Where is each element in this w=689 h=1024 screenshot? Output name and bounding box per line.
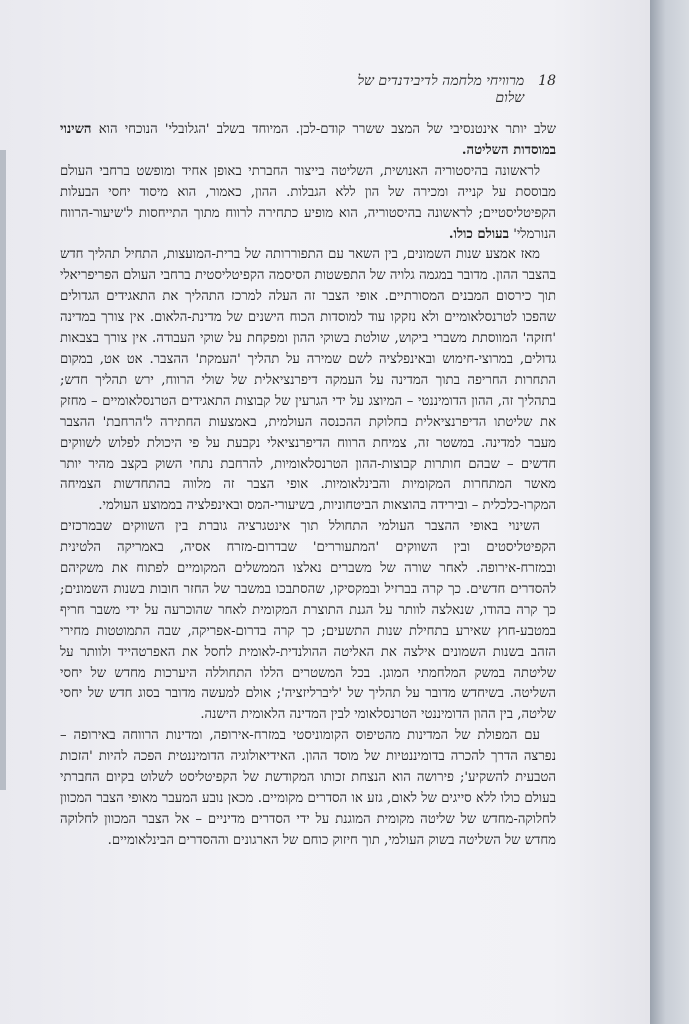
paragraph-text: השינוי באופי ההצבר העולמי התחולל תוך אינטגרציה גוברת בין השווקים שבמרכזים הקפיטליסטים ובין השווקים 'המתעוררים' שבדרום-מזרח אסיה, באמריקה הלטינית ובמזרח-אירופה. לאחר שורה של משברים נאלצו הממשלים המקומיים לפתוח את משקיהם להסדרים חדשים. כך קרה בברזיל ובמקסיקו, שהסתבכו במשבר של החזר חובות בשנות השמונים; כך קרה בהודו, שנאלצה לוותר על הגנת התוצרת המקומית לאחר שהוכרעה על ידי משבר חריף במטבע-חוץ שאירע בתחילת שנות התשעים; כך קרה בדרום-אפריקה, שבה התמוטטות מחירי הזהב בשנות השמונים אילצה את האליטה ההולנדית-לאומית לחסל את האפרטהייד ולוותר על שליטתה במשק המלחמתי המוגן. בכל המשטרים הללו התחוללה היערכות מחדש של יחסי השליטה. בשיחדש מדובר על תהליך של 'ליברליזציה'; אולם למעשה מדובר בסוג חדש של יחסי שליטה, בין ההון הדומיננטי הטרנסלאומי לבין המדינה הלאומית הישנה. [60, 519, 556, 723]
paragraph [60, 517, 556, 726]
paragraph-text: שלב יותר אינטנסיבי של המצב ששרר קודם-לכן. המיוחד בשלב 'הגלובלי' הנוכחי הוא [98, 122, 556, 137]
paragraph [60, 120, 556, 162]
body-text [60, 120, 556, 852]
running-header [330, 73, 556, 106]
paragraph-bold-text: השינוי במוסדות השליטה. [60, 122, 556, 158]
paragraph [60, 245, 556, 517]
running-title: מרוויחי מלחמה לדיבידנדים של שלום [357, 73, 525, 106]
paragraph-text: לראשונה בהיסטוריה האנושית, השליטה בייצור החברתי באופן אחיד ומופשט ברחבי העולם מבוססת על קנייה ומכירה של הון ללא הגבלות. ההון, כאמור, הוא מיסוד יחסי הבעלות הקפיטליסטיים; לראשונה בהיסטוריה, הוא מופיע כתחירה לרווח מתוך התייחסות ל'שיעור-הרווח הנורמלי' [60, 163, 556, 242]
paragraph-text: עם המפולת של המדינות מהטיפוס הקומוניסטי במזרח-אירופה, ומדינות הרווחה באירופה – נפרצה הדרך להכרה בדומיננטיות של מוסד ההון. האידיאולוגיה הדומיננטית הפכה להיות 'הזכות הטבעית להשקיע'; פירושה הוא הנצחת זכותו המקודשת של הקפיטליסט לשלוט בקיום החברתי בעולם כולו ללא סייגים של לאום, גזע או הסדרים מקומיים. מכאן נובע המעבר מאופי הצבר המכוון לחלוקה-מחדש של שליטה מקומית המוגנת על ידי הסדרים מדיניים – אל הצבר המכוון לחלוקה מחדש של השליטה בשוק העולמי, תוך חיזוק כוחם של הארגונים וההסדרים הבינלאומיים. [60, 728, 556, 848]
page-edge-shadow [650, 0, 689, 1024]
page-number: 18 [538, 73, 556, 89]
paragraph [60, 162, 556, 246]
paragraph-bold-text: בעולם כולו. [448, 226, 509, 242]
paragraph [60, 726, 556, 851]
page-spine-edge [0, 150, 6, 790]
paragraph-text: מאז אמצע שנות השמונים, בין השאר עם התפוררותה של ברית-המועצות, התחיל תהליך חדש בהצבר ההון. מדובר במגמה גלויה של התפשטות הסיסמה הקפיטליסטית ברחבי העולם הפריפריאלי תוך כירסום המבנים המסורתיים. אופי הצבר זה העלה למרכז התהליך את התאגידים הגדולים שהפכו לטרנסלאומיים ולא נזקקו עוד למוסדות הכוח הישנים של מדינת-הלאום. אין צורך במדינה 'חזקה' המווסתת משברי ביקוש, שולטת בשוקי ההון ומפקחת על שוקי העבודה. אין צורך בצבאות גדולים, במרוצי-חימוש ובאינפלציה לשם שמירה על תהליך 'העמקת' ההצבר. אט אט, במקום התחרות החריפה בתוך המדינה על העמקה דיפרנציאלית של שולי הרווח, ירש תהליך חדש; בתהליך זה, ההון הדומיננטי – המיוצג על ידי הגרעין של קבוצות התאגידים הטרנסלאומיים – מחזק את שליטתו הדיפרנציאלית בחלוקת ההכנסה העולמית, באמצעות החתירה ל'הרחבת' ההצבר מעבר למדינה. במשטר זה, צמיחת הרווח הדיפרנציאלי נקבעת על פי היכולת לפלוש לשווקים חדשים – שבהם חותרות קבוצות-ההון הטרנסלאומיות, להרחבת נתחי השוק בקצב מהיר יותר מאשר המתחרות המקומיות והבינלאומיות. אופי הצבר זה מלווה בהתחדשות הצמיחה המקרו-כלכלית – ובירידה בהוצאות הביטחוניות, בשיעורי-המס ובאינפלציה בממוצע העולמי. [60, 247, 556, 514]
